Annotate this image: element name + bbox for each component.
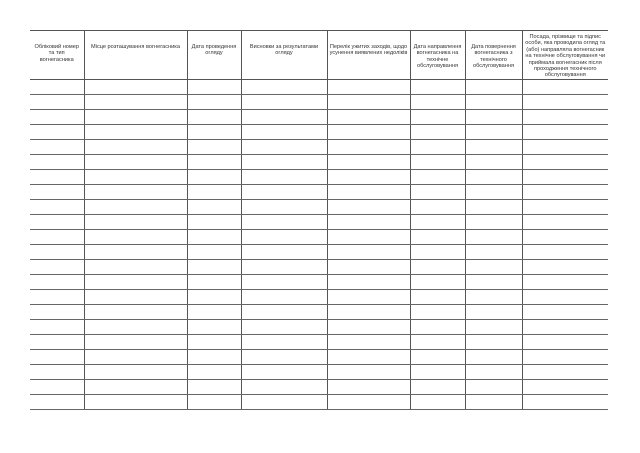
- table-cell[interactable]: [410, 79, 465, 94]
- table-cell[interactable]: [522, 394, 608, 409]
- table-cell[interactable]: [522, 214, 608, 229]
- table-cell[interactable]: [410, 229, 465, 244]
- table-cell[interactable]: [327, 334, 410, 349]
- table-cell[interactable]: [522, 304, 608, 319]
- table-cell[interactable]: [522, 199, 608, 214]
- col-header-returned-from-maintenance-date: Дата повернення вогнегасника з технічного обслуговування: [465, 31, 522, 80]
- table-cell[interactable]: [30, 289, 84, 304]
- table-cell[interactable]: [187, 349, 241, 364]
- table-row: [30, 139, 608, 154]
- table-cell[interactable]: [465, 289, 522, 304]
- table-row: [30, 124, 608, 139]
- table-cell[interactable]: [30, 94, 84, 109]
- table-cell[interactable]: [30, 364, 84, 379]
- table-cell[interactable]: [410, 184, 465, 199]
- table-cell[interactable]: [187, 274, 241, 289]
- table-cell[interactable]: [522, 274, 608, 289]
- table-cell[interactable]: [84, 154, 187, 169]
- table-cell[interactable]: [187, 319, 241, 334]
- table-cell[interactable]: [30, 199, 84, 214]
- table-cell[interactable]: [241, 79, 327, 94]
- table-cell[interactable]: [84, 79, 187, 94]
- table-cell[interactable]: [465, 169, 522, 184]
- table-cell[interactable]: [410, 349, 465, 364]
- table-cell[interactable]: [522, 229, 608, 244]
- table-cell[interactable]: [241, 379, 327, 394]
- table-cell[interactable]: [241, 304, 327, 319]
- table-cell[interactable]: [410, 154, 465, 169]
- table-cell[interactable]: [522, 334, 608, 349]
- table-cell[interactable]: [327, 184, 410, 199]
- table-cell[interactable]: [410, 109, 465, 124]
- table-cell[interactable]: [327, 214, 410, 229]
- table-cell[interactable]: [84, 289, 187, 304]
- table-cell[interactable]: [84, 214, 187, 229]
- table-cell[interactable]: [187, 199, 241, 214]
- col-header-sent-to-maintenance-date: Дата направлення вогнегасника на технічне обслуговування: [410, 31, 465, 80]
- table-cell[interactable]: [30, 169, 84, 184]
- table-cell[interactable]: [187, 214, 241, 229]
- table-cell[interactable]: [241, 154, 327, 169]
- table-cell[interactable]: [465, 274, 522, 289]
- table-cell[interactable]: [187, 289, 241, 304]
- table-cell[interactable]: [241, 214, 327, 229]
- table-cell[interactable]: [465, 154, 522, 169]
- table-cell[interactable]: [410, 259, 465, 274]
- table-cell[interactable]: [465, 319, 522, 334]
- table-cell[interactable]: [241, 334, 327, 349]
- table-cell[interactable]: [410, 394, 465, 409]
- table-cell[interactable]: [410, 214, 465, 229]
- table-cell[interactable]: [30, 334, 84, 349]
- table-cell[interactable]: [84, 139, 187, 154]
- table-cell[interactable]: [522, 109, 608, 124]
- table-cell[interactable]: [84, 124, 187, 139]
- table-cell[interactable]: [30, 154, 84, 169]
- col-header-inventory-number: Обліковий номер та тип вогнегасника: [30, 31, 84, 80]
- table-row: [30, 274, 608, 289]
- table-cell[interactable]: [522, 154, 608, 169]
- table-cell[interactable]: [522, 124, 608, 139]
- table-cell[interactable]: [241, 394, 327, 409]
- table-row: [30, 169, 608, 184]
- table-cell[interactable]: [410, 304, 465, 319]
- table-cell[interactable]: [84, 244, 187, 259]
- table-cell[interactable]: [241, 124, 327, 139]
- table-cell[interactable]: [327, 274, 410, 289]
- table-cell[interactable]: [84, 199, 187, 214]
- table-cell[interactable]: [410, 139, 465, 154]
- table-cell[interactable]: [30, 214, 84, 229]
- table-cell[interactable]: [30, 394, 84, 409]
- table-cell[interactable]: [327, 349, 410, 364]
- table-cell[interactable]: [465, 124, 522, 139]
- table-cell[interactable]: [327, 169, 410, 184]
- table-cell[interactable]: [522, 169, 608, 184]
- table-cell[interactable]: [187, 394, 241, 409]
- table-row: [30, 199, 608, 214]
- table-cell[interactable]: [30, 259, 84, 274]
- table-row: [30, 379, 608, 394]
- table-row: [30, 154, 608, 169]
- table-cell[interactable]: [84, 109, 187, 124]
- table-cell[interactable]: [410, 94, 465, 109]
- table-cell[interactable]: [410, 199, 465, 214]
- table-row: [30, 364, 608, 379]
- table-cell[interactable]: [30, 319, 84, 334]
- table-row: [30, 244, 608, 259]
- table-cell[interactable]: [84, 379, 187, 394]
- table-cell[interactable]: [465, 109, 522, 124]
- table-cell[interactable]: [410, 274, 465, 289]
- table-cell[interactable]: [84, 364, 187, 379]
- register-body: [30, 79, 608, 409]
- table-cell[interactable]: [522, 379, 608, 394]
- table-cell[interactable]: [84, 394, 187, 409]
- table-cell[interactable]: [327, 244, 410, 259]
- table-cell[interactable]: [465, 229, 522, 244]
- table-cell[interactable]: [187, 184, 241, 199]
- table-cell[interactable]: [327, 304, 410, 319]
- table-row: [30, 319, 608, 334]
- table-cell[interactable]: [465, 244, 522, 259]
- table-row: [30, 289, 608, 304]
- table-cell[interactable]: [465, 304, 522, 319]
- table-cell[interactable]: [30, 124, 84, 139]
- table-cell[interactable]: [410, 289, 465, 304]
- table-cell[interactable]: [187, 169, 241, 184]
- table-cell[interactable]: [84, 184, 187, 199]
- col-header-inspection-conclusions: Висновки за результатами огляду: [241, 31, 327, 80]
- table-cell[interactable]: [465, 364, 522, 379]
- table-row: [30, 259, 608, 274]
- table-cell[interactable]: [410, 379, 465, 394]
- table-cell[interactable]: [465, 214, 522, 229]
- table-cell[interactable]: [522, 244, 608, 259]
- table-cell[interactable]: [465, 349, 522, 364]
- table-cell[interactable]: [465, 334, 522, 349]
- table-cell[interactable]: [187, 79, 241, 94]
- table-cell[interactable]: [84, 274, 187, 289]
- col-header-location: Місце розташування вогнегасника: [84, 31, 187, 80]
- table-cell[interactable]: [241, 259, 327, 274]
- table-cell[interactable]: [187, 334, 241, 349]
- table-cell[interactable]: [522, 94, 608, 109]
- table-cell[interactable]: [465, 79, 522, 94]
- table-cell[interactable]: [327, 124, 410, 139]
- table-cell[interactable]: [84, 349, 187, 364]
- table-cell[interactable]: [465, 139, 522, 154]
- table-cell[interactable]: [241, 349, 327, 364]
- table-cell[interactable]: [187, 94, 241, 109]
- col-header-corrective-measures: Перелік ужитих заходів, щодо усунення виявлених недоліків: [327, 31, 410, 80]
- table-cell[interactable]: [84, 319, 187, 334]
- table-cell[interactable]: [84, 304, 187, 319]
- table-cell[interactable]: [187, 304, 241, 319]
- table-cell[interactable]: [187, 244, 241, 259]
- table-cell[interactable]: [187, 109, 241, 124]
- table-cell[interactable]: [410, 244, 465, 259]
- table-cell[interactable]: [187, 124, 241, 139]
- table-cell[interactable]: [327, 139, 410, 154]
- table-cell[interactable]: [241, 109, 327, 124]
- col-header-responsible-person: Посада, прізвище та підпис особи, яка проводила огляд та (або) направляла вогнегасник на технічне обслуговування чи приймала вогнегасник після проходження технічного обслуговування: [522, 31, 608, 80]
- table-cell[interactable]: [30, 304, 84, 319]
- table-cell[interactable]: [327, 394, 410, 409]
- table-row: [30, 214, 608, 229]
- table-cell[interactable]: [30, 244, 84, 259]
- table-cell[interactable]: [187, 364, 241, 379]
- table-cell[interactable]: [465, 259, 522, 274]
- table-cell[interactable]: [522, 184, 608, 199]
- table-cell[interactable]: [327, 259, 410, 274]
- table-cell[interactable]: [522, 79, 608, 94]
- table-cell[interactable]: [522, 289, 608, 304]
- table-cell[interactable]: [327, 229, 410, 244]
- table-cell[interactable]: [410, 124, 465, 139]
- table-cell[interactable]: [327, 199, 410, 214]
- table-row: [30, 184, 608, 199]
- table-cell[interactable]: [522, 364, 608, 379]
- table-cell[interactable]: [241, 289, 327, 304]
- table-cell[interactable]: [410, 364, 465, 379]
- table-cell[interactable]: [30, 349, 84, 364]
- table-cell[interactable]: [241, 169, 327, 184]
- table-row: [30, 394, 608, 409]
- table-cell[interactable]: [522, 319, 608, 334]
- table-cell[interactable]: [410, 169, 465, 184]
- table-cell[interactable]: [187, 379, 241, 394]
- register-table: [30, 30, 608, 410]
- table-cell[interactable]: [522, 139, 608, 154]
- table-cell[interactable]: [327, 154, 410, 169]
- table-cell[interactable]: [187, 259, 241, 274]
- table-cell[interactable]: [327, 319, 410, 334]
- table-cell[interactable]: [241, 184, 327, 199]
- header-row: [30, 31, 608, 80]
- table-cell[interactable]: [327, 79, 410, 94]
- table-cell[interactable]: [187, 139, 241, 154]
- table-row: [30, 79, 608, 94]
- table-cell[interactable]: [327, 364, 410, 379]
- table-cell[interactable]: [187, 229, 241, 244]
- table-cell[interactable]: [241, 274, 327, 289]
- table-cell[interactable]: [327, 289, 410, 304]
- table-row: [30, 304, 608, 319]
- table-cell[interactable]: [522, 349, 608, 364]
- table-cell[interactable]: [241, 139, 327, 154]
- table-cell[interactable]: [327, 109, 410, 124]
- table-cell[interactable]: [327, 379, 410, 394]
- table-row: [30, 229, 608, 244]
- table-cell[interactable]: [465, 199, 522, 214]
- table-cell[interactable]: [30, 109, 84, 124]
- table-cell[interactable]: [241, 244, 327, 259]
- table-cell[interactable]: [187, 154, 241, 169]
- table-row: [30, 334, 608, 349]
- table-cell[interactable]: [241, 94, 327, 109]
- table-cell[interactable]: [241, 319, 327, 334]
- table-cell[interactable]: [241, 364, 327, 379]
- table-cell[interactable]: [410, 334, 465, 349]
- table-cell[interactable]: [241, 229, 327, 244]
- table-cell[interactable]: [84, 229, 187, 244]
- table-cell[interactable]: [522, 259, 608, 274]
- table-cell[interactable]: [84, 169, 187, 184]
- table-cell[interactable]: [30, 79, 84, 94]
- table-cell[interactable]: [30, 139, 84, 154]
- fire-extinguisher-register: [30, 30, 608, 410]
- table-cell[interactable]: [465, 184, 522, 199]
- table-cell[interactable]: [410, 319, 465, 334]
- table-cell[interactable]: [465, 394, 522, 409]
- table-cell[interactable]: [327, 94, 410, 109]
- col-header-inspection-date: Дата проведення огляду: [187, 31, 241, 80]
- table-cell[interactable]: [30, 274, 84, 289]
- table-row: [30, 94, 608, 109]
- table-cell[interactable]: [30, 184, 84, 199]
- table-cell[interactable]: [465, 379, 522, 394]
- table-row: [30, 349, 608, 364]
- table-cell[interactable]: [84, 94, 187, 109]
- table-cell[interactable]: [241, 199, 327, 214]
- table-cell[interactable]: [84, 259, 187, 274]
- table-row: [30, 109, 608, 124]
- table-cell[interactable]: [84, 334, 187, 349]
- table-cell[interactable]: [30, 229, 84, 244]
- table-cell[interactable]: [30, 379, 84, 394]
- table-cell[interactable]: [465, 94, 522, 109]
